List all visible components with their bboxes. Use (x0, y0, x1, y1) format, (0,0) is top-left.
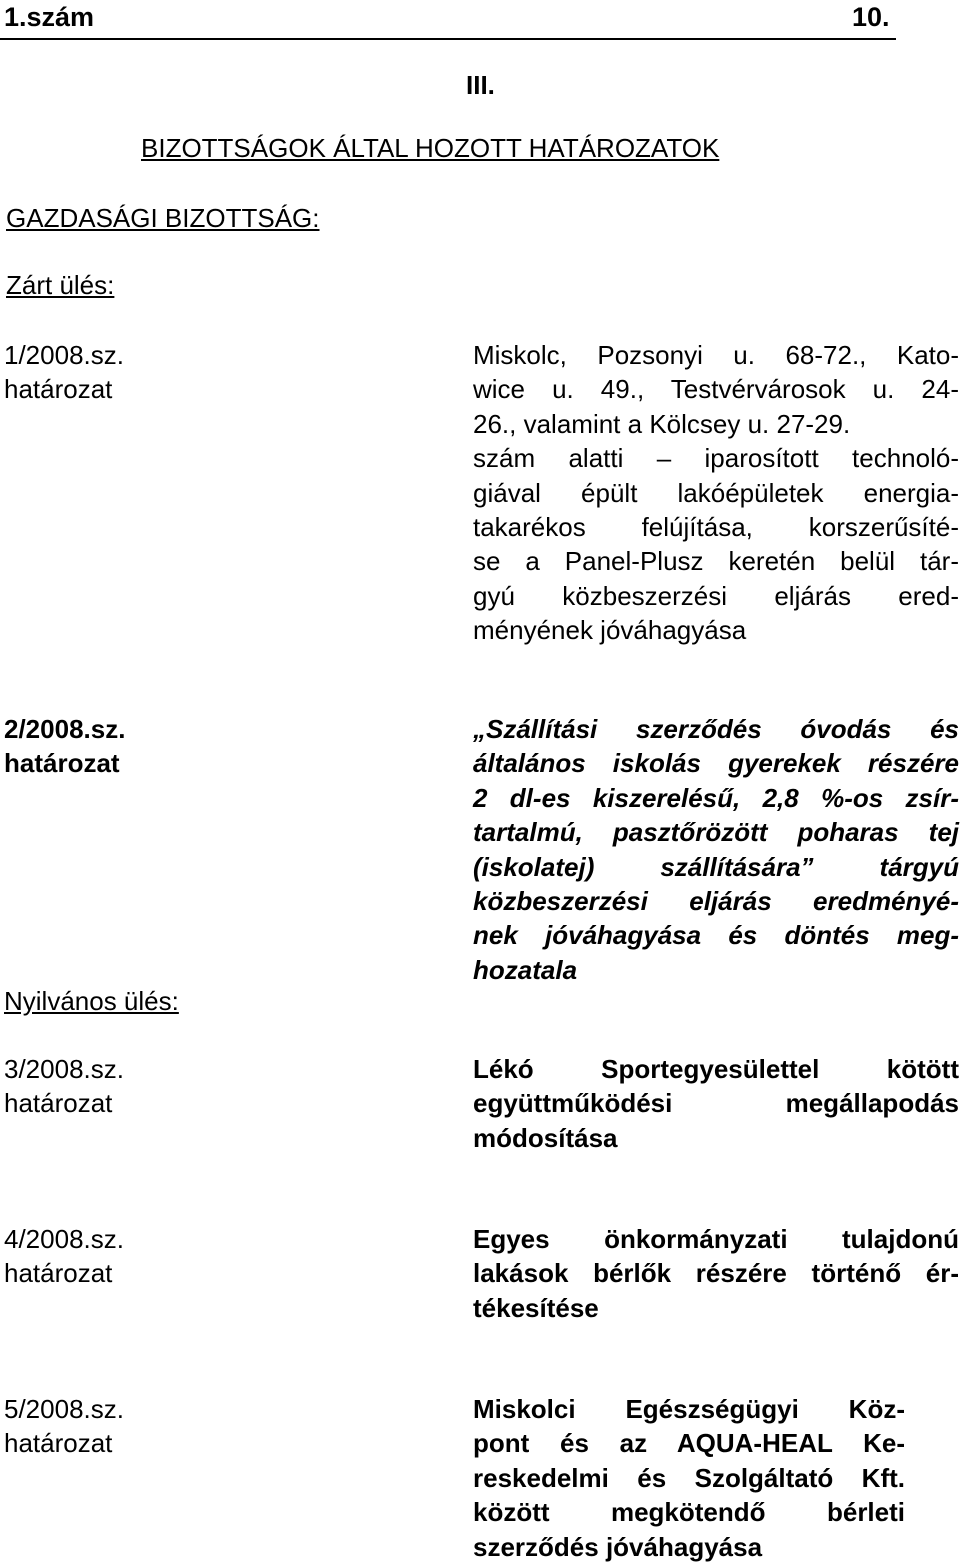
closed-session-heading: Zárt ülés: (6, 270, 115, 300)
text-line: giával épült lakóépületek energia- (473, 477, 959, 508)
resolution-kind: határozat (4, 1428, 113, 1458)
header-rule (0, 0, 896, 40)
resolution-number: 2/2008.sz. (4, 714, 126, 744)
resolution-number: 3/2008.sz. (4, 1054, 124, 1084)
resolution-text (473, 712, 959, 987)
resolution-number: 5/2008.sz. (4, 1394, 124, 1424)
text-line: módosítása (473, 1122, 618, 1153)
text-line: ményének jóváhagyása (473, 615, 747, 646)
text-line: nek jóváhagyása és döntés meg- (473, 920, 959, 951)
text-line: reskedelmi és Szolgáltató Kft. (473, 1462, 905, 1493)
text-line: 2 dl-es kiszerelésű, 2,8 %-os zsír- (473, 782, 959, 813)
resolution-kind: határozat (4, 374, 113, 404)
text-line: általános iskolás gyerekek részére (473, 748, 959, 779)
open-session-heading: Nyilvános ülés: (4, 986, 179, 1016)
part-number: III. (466, 70, 495, 100)
committee-heading: GAZDASÁGI BIZOTTSÁG: (6, 203, 320, 233)
page-number: 10. (852, 2, 890, 32)
resolution-text (473, 1052, 959, 1155)
text-line: hozatala (473, 954, 578, 985)
text-line: gyú közbeszerzési eljárás ered- (473, 580, 959, 611)
text-line: se a Panel-Plusz keretén belül tár- (473, 546, 959, 577)
text-line: Egyes önkormányzati tulajdonú (473, 1224, 959, 1254)
resolution-text (473, 1222, 959, 1325)
resolution-text (473, 338, 959, 648)
text-line: között megkötendő bérleti (473, 1497, 905, 1528)
text-line: pont és az AQUA-HEAL Ke- (473, 1428, 905, 1459)
text-line: tékesítése (473, 1292, 599, 1323)
text-line: közbeszerzési eljárás eredményé- (473, 886, 959, 917)
text-line: Miskolci Egészségügyi Köz- (473, 1394, 905, 1424)
resolution-kind: határozat (4, 1088, 113, 1118)
main-title: BIZOTTSÁGOK ÁLTAL HOZOTT HATÁROZATOK (141, 133, 720, 163)
text-line: wice u. 49., Testvérvárosok u. 24- (473, 374, 959, 405)
resolution-number: 1/2008.sz. (4, 340, 124, 370)
text-line: Lékó Sportegyesülettel kötött (473, 1054, 959, 1084)
issue-number: 1.szám (4, 2, 95, 32)
text-line: tartalmú, pasztőrözött poharas tej (473, 817, 959, 848)
text-line: szerződés jóváhagyása (473, 1531, 763, 1562)
text-line: takarékos felújítása, korszerűsíté- (473, 512, 959, 543)
text-line: együttműködési megállapodás (473, 1088, 959, 1119)
resolution-kind: határozat (4, 748, 120, 778)
text-line: (iskolatej) szállítására” tárgyú (473, 851, 959, 882)
text-line: Miskolc, Pozsonyi u. 68-72., Kato- (473, 340, 959, 370)
text-line: lakások bérlők részére történő ér- (473, 1258, 959, 1289)
resolution-text (473, 1392, 905, 1564)
text-line: „Szállítási szerződés óvodás és (473, 714, 959, 744)
resolution-number: 4/2008.sz. (4, 1224, 124, 1254)
resolution-kind: határozat (4, 1258, 113, 1288)
text-line: 26., valamint a Kölcsey u. 27-29. (473, 408, 851, 439)
text-line: szám alatti – iparosított technoló- (473, 443, 959, 474)
